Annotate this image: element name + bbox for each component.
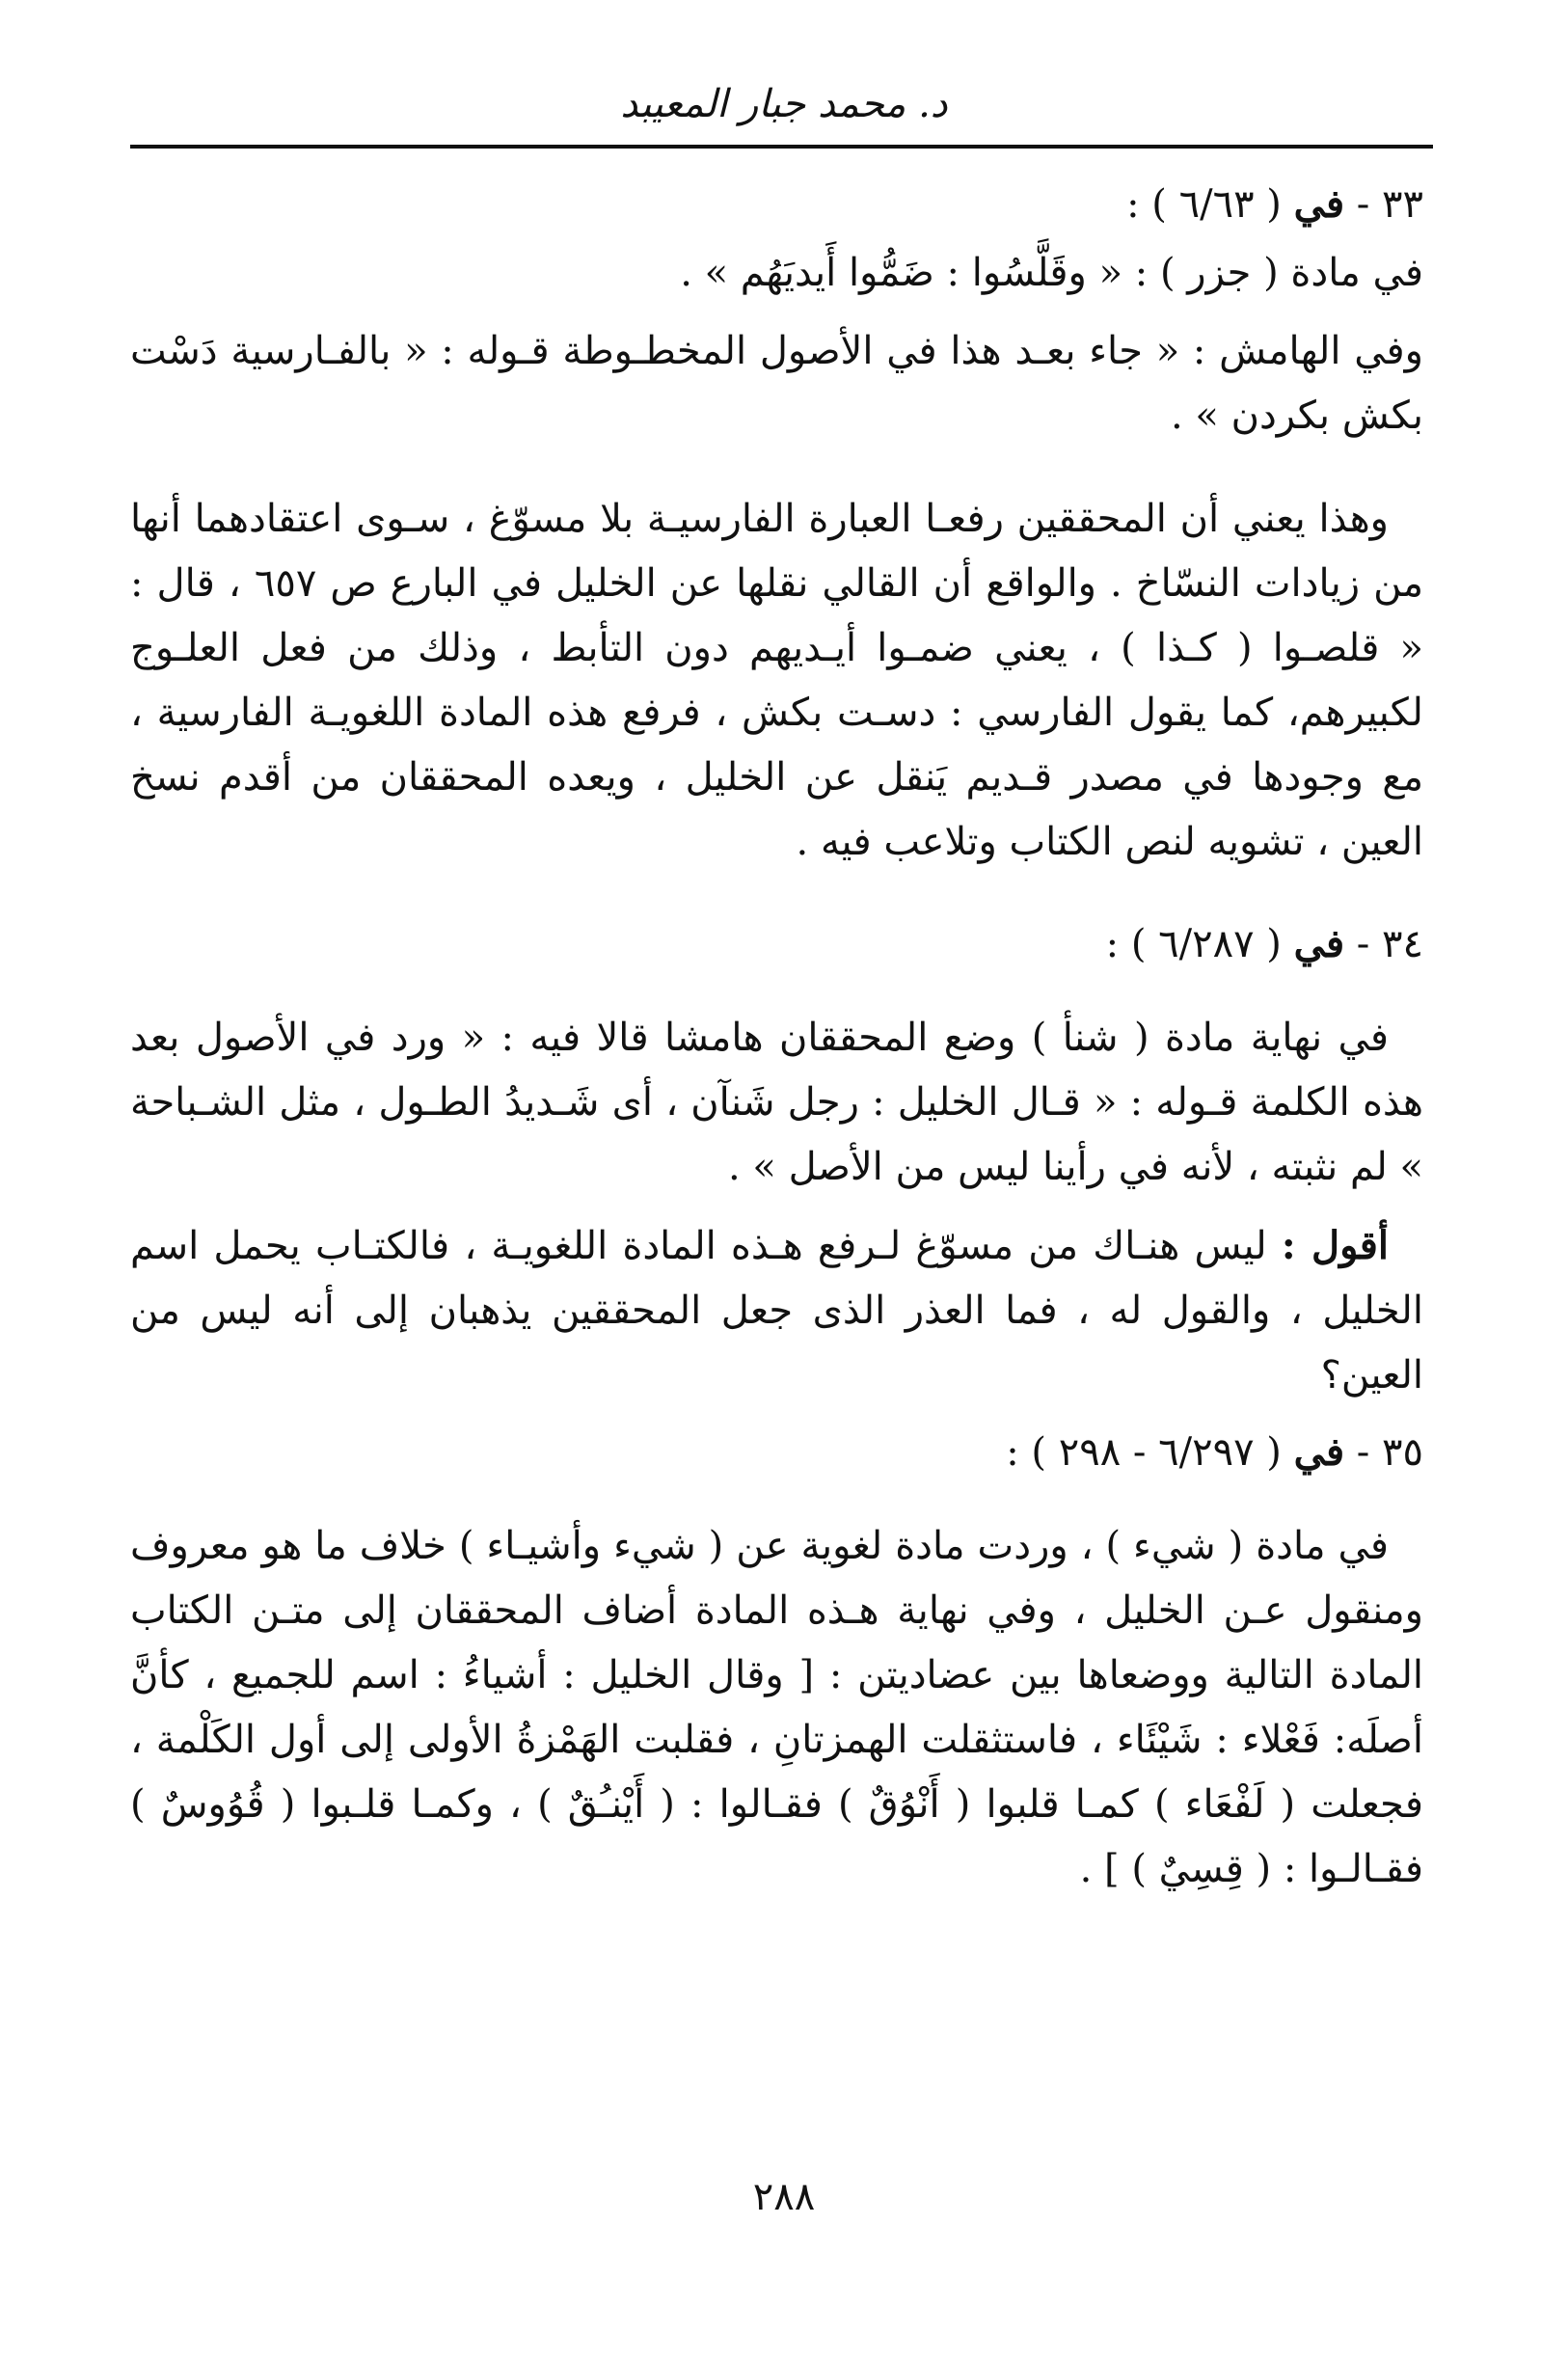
entry-fi: في xyxy=(1293,1429,1345,1475)
entry-reference: ( ٦/٢٩٧ - ٢٩٨ ) : xyxy=(1006,1430,1282,1475)
entry-number: ٣٤ - xyxy=(1356,922,1423,966)
page-number: ٢٨٨ xyxy=(752,2175,816,2219)
aqulu-paragraph xyxy=(130,1213,1423,1408)
entry-reference: ( ٦/٦٣ ) : xyxy=(1126,182,1282,227)
spacer xyxy=(130,981,1423,1006)
paragraph: وفي الهامش : « جاء بعـد هذا في الأصول المخطـوطة قـوله : « بالفـارسية دَسْت بكش بكردن » . xyxy=(130,329,1423,438)
entry-reference: ( ٦/٢٨٧ ) : xyxy=(1105,922,1282,966)
entry-heading-34 xyxy=(130,913,1423,975)
spacer xyxy=(130,462,1423,487)
spacer xyxy=(130,888,1423,913)
aqulu-text: ليس هنـاك من مسوّغ لـرفع هـذه المادة اللغويـة ، فالكتـاب يحمل اسم الخليل ، والقول له ، فما العذر الذى جعل المحققين يذهبان إلى أنه ليس من العين؟ xyxy=(130,1224,1423,1397)
paragraph: وهذا يعني أن المحققين رفعـا العبارة الفارسيـة بلا مسوّغ ، سـوى اعتقادهما أنها من زيادات النسّاخ . والواقع أن القالي نقلها عن الخليل في البارع ص ٦٥٧ ، قال : « قلصـوا ( كـذا ) ، يعني ضمـوا أيـديهم دون التأبط ، وذلك من فعل العلـوج لكبيرهم، كما يقول الفارسي : دسـت بكش ، فرفع هذه المادة اللغويـة الفارسية ، مع وجودها في مصدر قـديم يَنقل عن الخليل ، ويعده المحققان من أقدم نسخ العين ، تشويه لنص الكتاب وتلاعب فيه . xyxy=(130,497,1424,864)
header-rule xyxy=(130,145,1433,149)
aqulu-label: أقول : xyxy=(1281,1223,1389,1268)
paragraph: في مادة ( شيء ) ، وردت مادة لغوية عن ( شيء وأشيـاء ) خلاف ما هو معروف ومنقول عـن الخليل ، وفي نهاية هـذه المادة أضاف المحققان إلى متـن الكتاب المادة التالية ووضعاها بين عضاديتن : [ وقال الخليل : أشياءُ : اسم للجميع ، كأنَّ أصلَه: فَعْلاء : شَيْئَاء ، فاستثقلت الهمزتانِ ، فقلبت الهَمْزةُ الأولى إلى أول الكَلْمة ، فجعلت ( لَفْعَاء ) كمـا قلبوا ( أَنْوُقٌ ) فقـالوا : ( أَيْنـُقٌ ) ، وكمـا قلـبوا ( قُوُوسٌ ) فقـالـوا : ( قِسِيٌ ) ] . xyxy=(130,1524,1423,1891)
entry-heading-35 xyxy=(130,1422,1423,1483)
paragraph: في مادة ( جزر ) : « وقَلَّسُوا : ضَمُّوا أَيديَهُم » . xyxy=(680,251,1423,295)
entry-fi: في xyxy=(1293,181,1345,227)
entry-heading-33 xyxy=(130,174,1423,235)
entry-fi: في xyxy=(1293,921,1345,966)
spacer xyxy=(130,1489,1423,1514)
running-head: د. محمد جبار المعيبد xyxy=(620,82,948,126)
entry-number: ٣٣ - xyxy=(1356,182,1423,227)
paragraph: في نهاية مادة ( شنأ ) وضع المحققان هامشا قالا فيه : « ورد في الأصول بعد هذه الكلمة قـوله : « قـال الخليل : رجل شَنآن ، أى شَـديدُ الطـول ، مثل الشـباحة » لم نثبته ، لأنه في رأينا ليس من الأصل » . xyxy=(130,1016,1423,1189)
body-text xyxy=(130,174,1423,1915)
entry-number: ٣٥ - xyxy=(1356,1430,1423,1475)
